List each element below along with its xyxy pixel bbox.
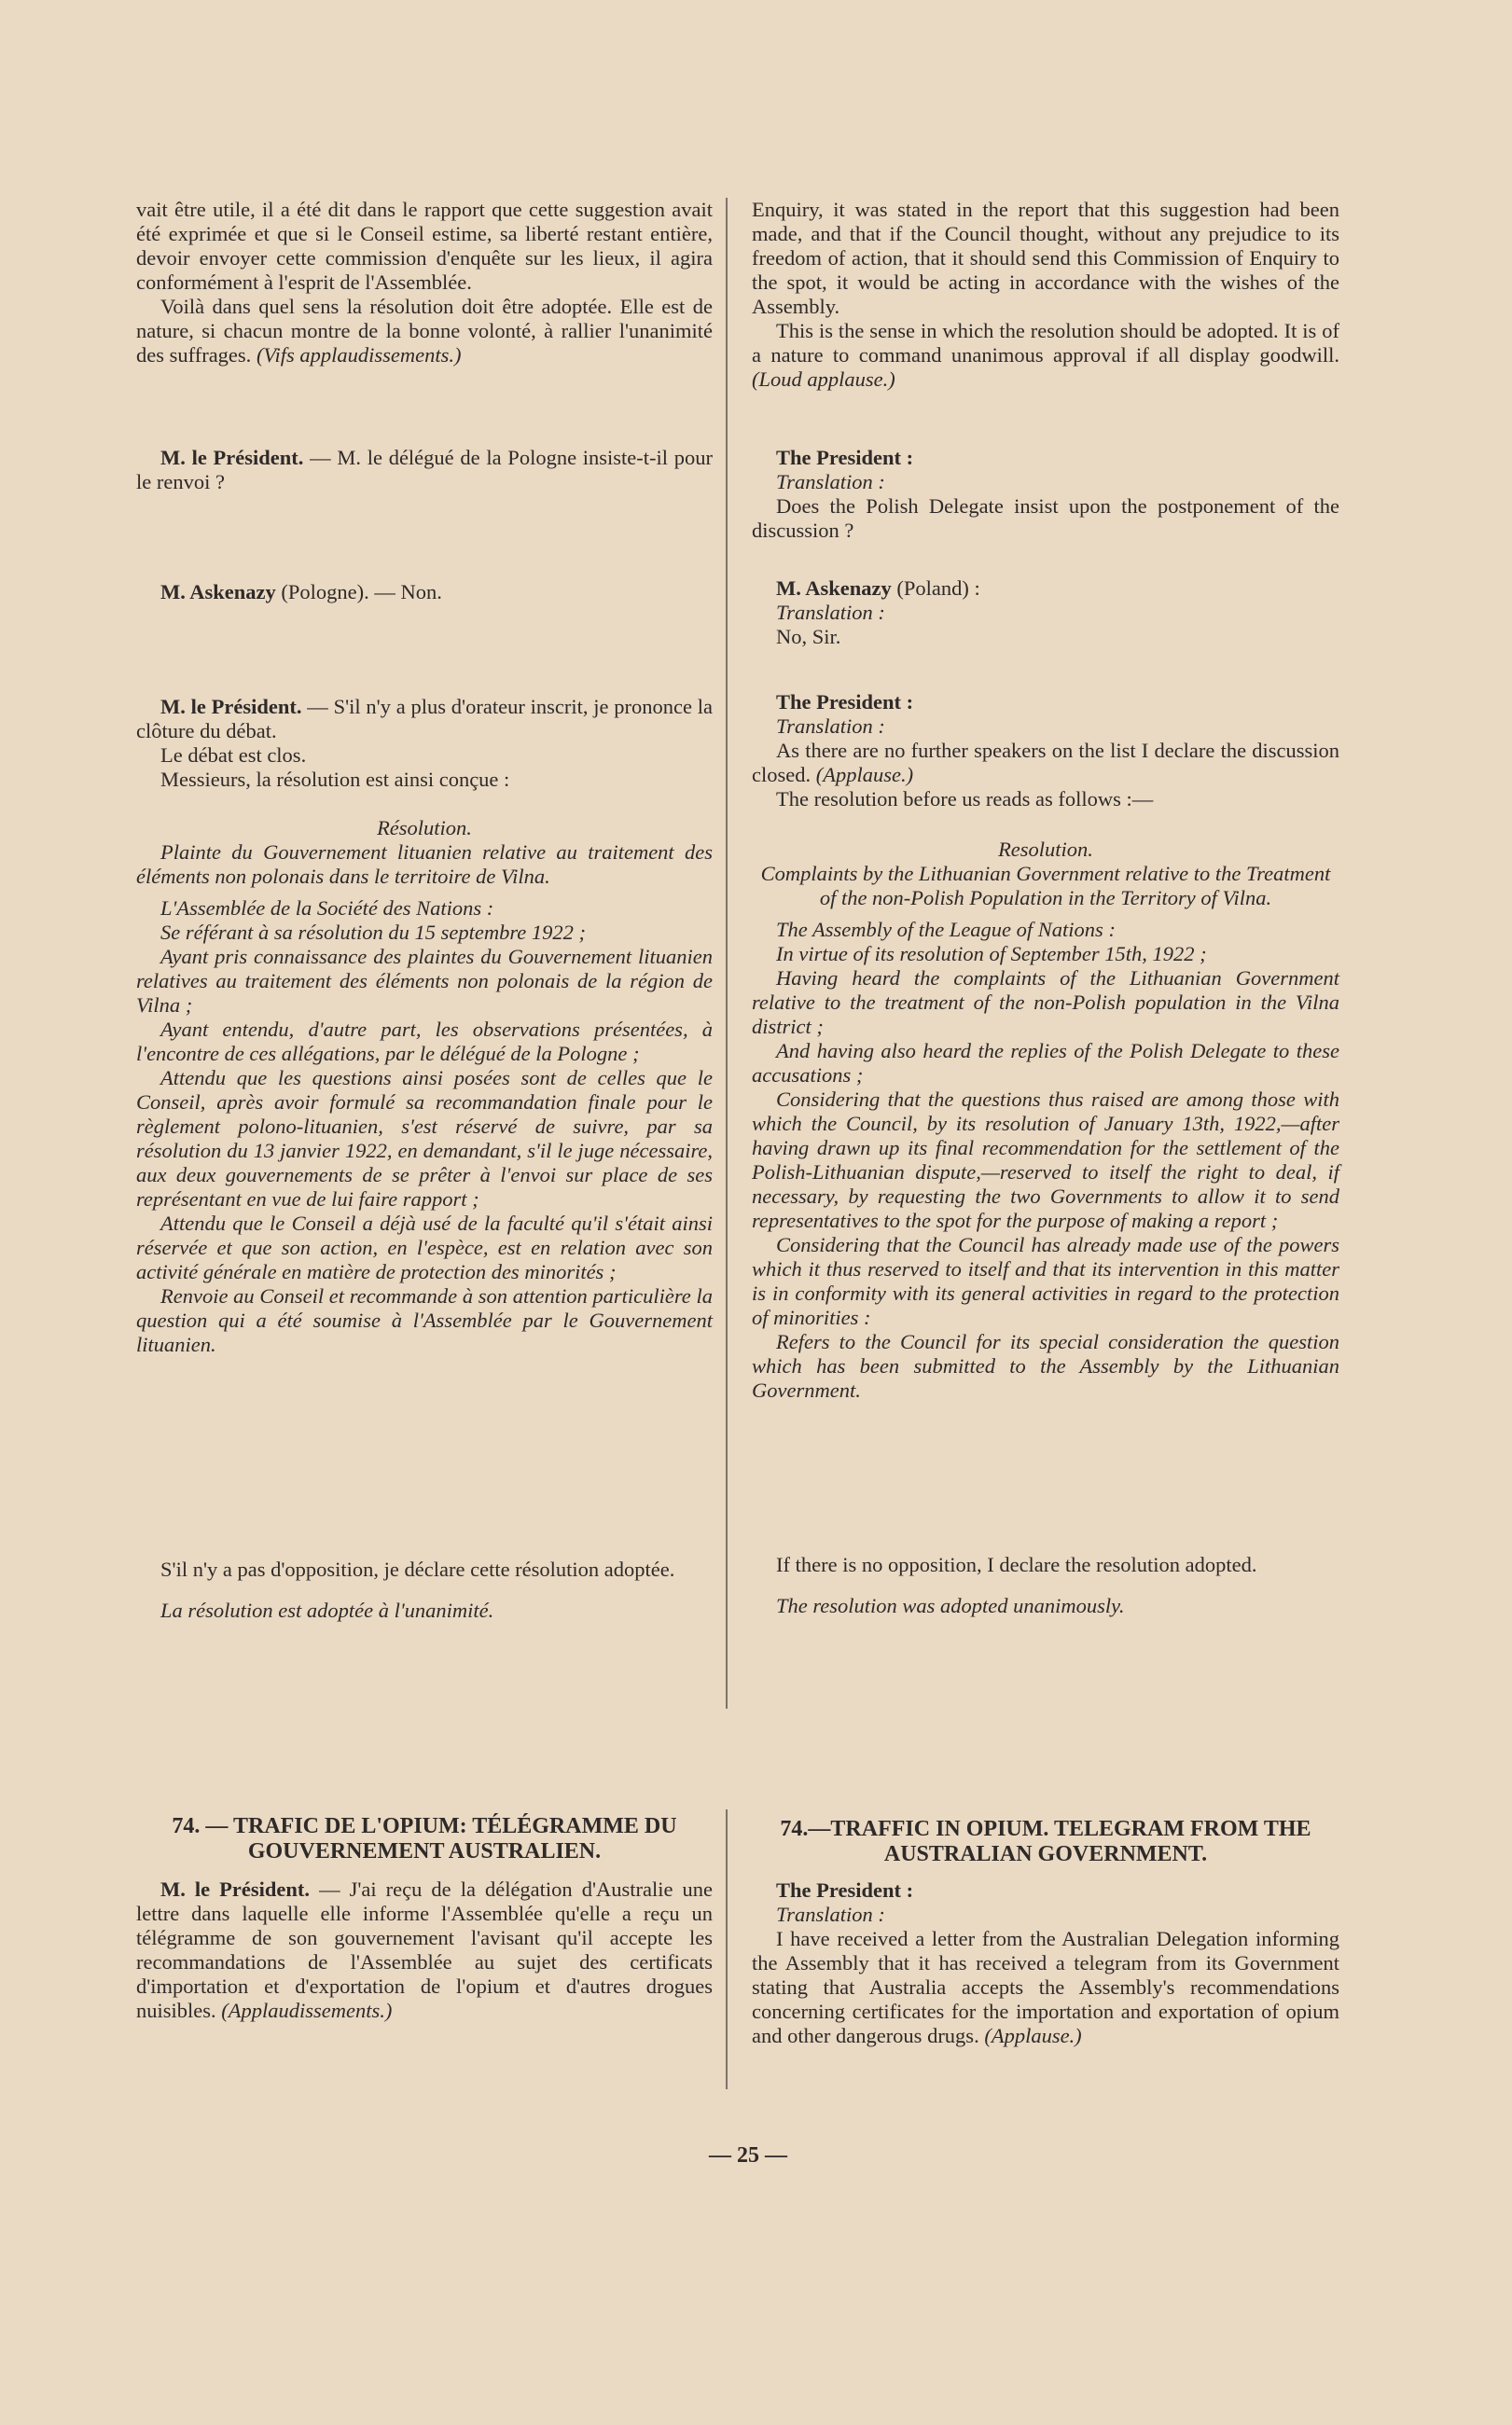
speaker-name: M. le Président.	[160, 695, 302, 718]
right-intro	[752, 198, 1339, 392]
left-paragraph-2: Voilà dans quel sens la résolution doit être adoptée. Elle est de nature, si chacun montre de la bonne volonté, à rallier l'unanimité des suffrages. (Vifs applaudissements.)	[136, 295, 713, 367]
speaker-name: The President :	[776, 446, 914, 469]
resolution-title: Résolution.	[377, 816, 472, 839]
left-section-74: 74. — TRAFIC DE L'OPIUM: TÉLÉGRAMME DU GOUVERNEMENT AUSTRALIEN. M. le Président. — J'ai reçu de la délégation d'Australie une lettre dans laquelle elle informe l'Assemblée qu'elle a reçu un télégramme de son gouvernement l'avisant qu'il accepte les recommandations de l'Assemblée au sujet des certificats d'importation et d'exportation de l'opium et d'autres drogues nuisibles. (Applaudissements.)	[136, 1814, 713, 2022]
left-applause: (Vifs applaudissements.)	[256, 343, 462, 367]
section-heading: 74. — TRAFIC DE L'OPIUM: TÉLÉGRAMME DU GOUVERNEMENT AUSTRALIEN.	[172, 1814, 677, 1864]
right-applause: (Loud applause.)	[752, 367, 895, 391]
speaker-name: M. le Président.	[160, 1878, 311, 1901]
right-resolution: Resolution. Complaints by the Lithuanian Government relative to the Treatment of the non-Polish Population in the Territory of Vilna. The Assembly of the League of Nations : In virtue of its resolution of September 15th, 1922 ; Having heard the complaints of the Lithuanian Government relative to the treatment of the non-Polish population in the Vilna district ; And having also heard the replies of the Polish Delegate to these accusations ; Considering that the questions thus raised are among those with which the Council, by its resolution of January 13th, 1922,—after having drawn up its final recommendation for the settlement of the Polish-Lithuanian dispute,—reserved to itself the right to deal, if necessary, by requesting the two Governments to allow it to send representatives to the spot for the purpose of making a report ; Considering that the Council has already made use of the powers which it thus reserved to itself and that its intervention in this matter is in conformity with its general activities in regard to the protection of minorities : Refers to the Council for its special consideration the question which has been submitted to the Assembly by the Lithuanian Government.	[752, 838, 1339, 1402]
speaker-name: M. Askenazy	[160, 580, 276, 603]
left-president-2: M. le Président. — S'il n'y a plus d'orateur inscrit, je prononce la clôture du débat. Le débat est clos. Messieurs, la résolution est ainsi conçue :	[136, 695, 713, 791]
right-paragraph-2: This is the sense in which the resolution should be adopted. It is of a nature to command unanimous approval if all display goodwill. (Loud applause.)	[752, 319, 1339, 391]
section-heading: 74.—TRAFFIC IN OPIUM. TELEGRAM FROM THE AUSTRALIAN GOVERNMENT.	[780, 1817, 1311, 1866]
left-president-1: M. le Président. — M. le délégué de la Pologne insiste-t-il pour le renvoi ?	[136, 446, 713, 493]
right-section-74: 74.—TRAFFIC IN OPIUM. TELEGRAM FROM THE AUSTRALIAN GOVERNMENT. The President : Translation : I have received a letter from the Australian Delegation informing the Assembly that it has received a telegram from its Government stating that Australia accepts the Assembly's recommendations concerning certificates for the importation and exportation of opium and other dangerous drugs. (Applause.)	[752, 1817, 1339, 2047]
right-adoption: If there is no opposition, I declare the resolution adopted. The resolution was adopted unanimously.	[776, 1553, 1257, 1617]
speaker-name: M. Askenazy	[776, 576, 892, 600]
resolution-title: Resolution.	[998, 838, 1093, 861]
column-divider	[726, 198, 728, 1709]
speaker-name: The President :	[776, 1878, 914, 1902]
right-president-1: The President : Translation : Does the Polish Delegate insist upon the postponement of the discussion ?	[752, 446, 1339, 542]
left-intro	[136, 198, 713, 367]
speaker-name: The President :	[776, 690, 914, 714]
left-paragraph-1: vait être utile, il a été dit dans le rapport que cette suggestion avait été exprimée et que si le Conseil estime, sa liberté restant entière, devoir envoyer cette commission d'enquête sur les lieux, il agira conformément à l'esprit de l'Assemblée.	[136, 198, 713, 294]
right-askenazy: M. Askenazy (Poland) : Translation : No, Sir.	[776, 576, 980, 648]
column-divider-lower	[726, 1809, 728, 2089]
speaker-name: M. le Président.	[160, 446, 304, 469]
left-resolution: Résolution. Plainte du Gouvernement lituanien relative au traitement des éléments non polonais dans le territoire de Vilna. L'Assemblée de la Société des Nations : Se référant à sa résolution du 15 septembre 1922 ; Ayant pris connaissance des plaintes du Gouvernement lituanien relatives au traitement des éléments non polonais de la région de Vilna ; Ayant entendu, d'autre part, les observations présentées, à l'encontre de ces allégations, par le délégué de la Pologne ; Attendu que les questions ainsi posées sont de celles que le Conseil, après avoir formulé sa recommandation finale pour le règlement polono-lituanien, s'est réservé de suivre, par sa résolution du 13 janvier 1922, en demandant, s'il le juge nécessaire, aux deux gouvernements de se prêter à l'envoi sur place de ses représentant en vue de lui faire rapport ; Attendu que le Conseil a déjà usé de la faculté qu'il s'était ainsi réservée et que son action, en l'espèce, est en relation avec son activité générale en matière de protection des minorités ; Renvoie au Conseil et recommande à son attention particulière la question qui a été soumise à l'Assemblée par le Gouvernement lituanien.	[136, 816, 713, 1356]
left-askenazy: M. Askenazy (Pologne). — Non.	[160, 580, 442, 603]
right-president-2: The President : Translation : As there are no further speakers on the list I declare the discussion closed. (Applause.) The resolution before us reads as follows :—	[752, 690, 1339, 811]
left-adoption: S'il n'y a pas d'opposition, je déclare cette résolution adoptée. La résolution est adoptée à l'unanimité.	[160, 1558, 675, 1622]
page-number: — 25 —	[709, 2143, 787, 2168]
right-paragraph-1: Enquiry, it was stated in the report that this suggestion had been made, and that if the Council thought, without any prejudice to its freedom of action, that it should send this Commission of Enquiry to the spot, it would be acting in accordance with the wishes of the Assembly.	[752, 198, 1339, 318]
